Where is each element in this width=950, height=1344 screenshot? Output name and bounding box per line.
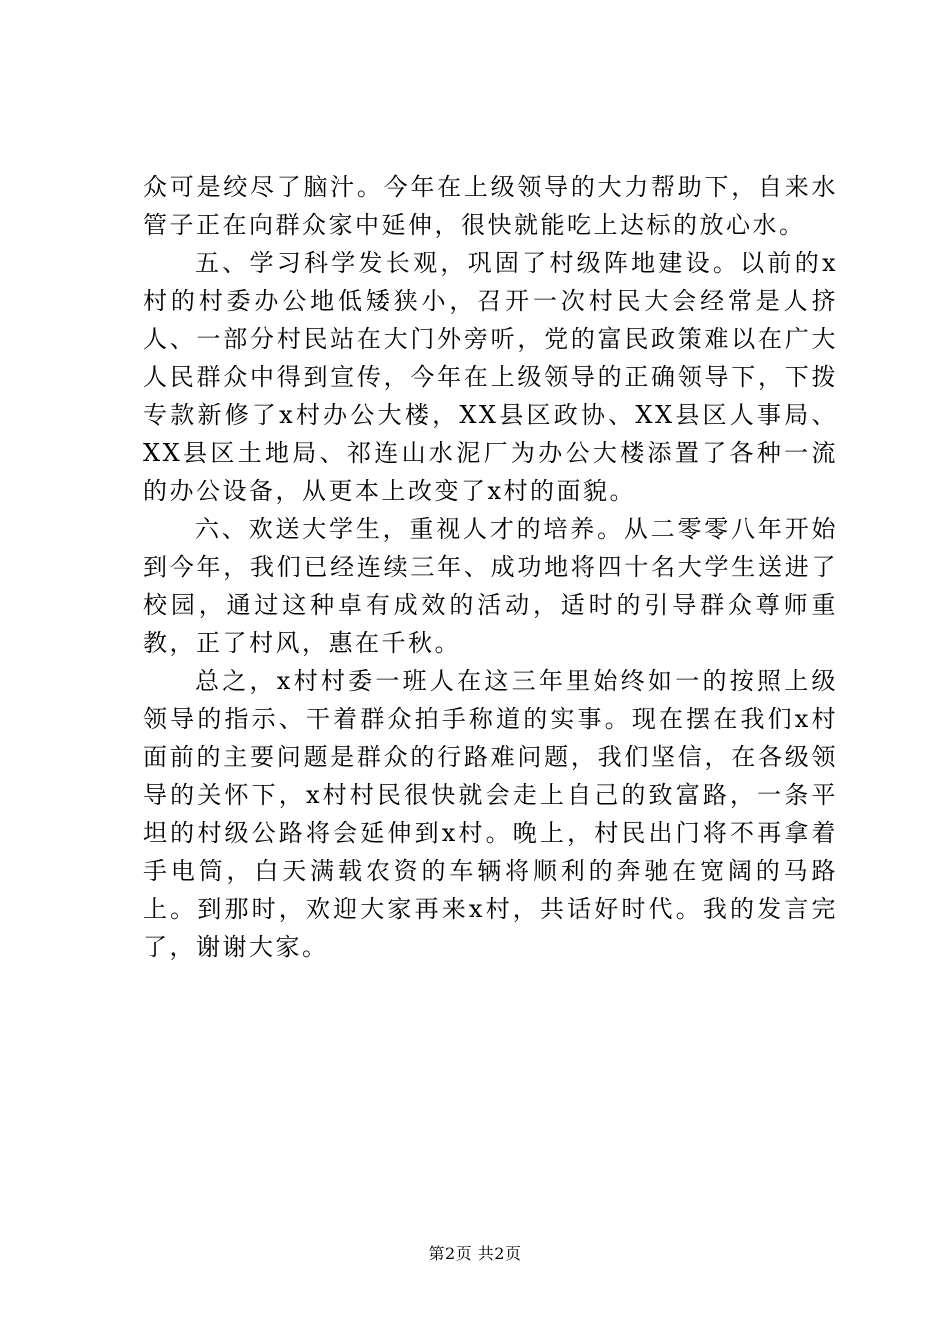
document-body (143, 168, 838, 966)
paragraph-section-five: 五、学习科学发长观，巩固了村级阵地建设。以前的x村的村委办公地低矮狭小，召开一次村民大会经常是人挤人、一部分村民站在大门外旁听，党的富民政策难以在广大人民群众中得到宣传，今年在上级领导的正确领导下，下拨专款新修了x村办公大楼，XX县区政协、XX县区人事局、XX县区土地局、祁连山水泥厂为办公大楼添置了各种一流的办公设备，从更本上改变了x村的面貌。 (143, 249, 838, 505)
page-number-footer: 第2页 共2页 (428, 1244, 522, 1263)
paragraph-conclusion: 总之，x村村委一班人在这三年里始终如一的按照上级领导的指示、干着群众拍手称道的实事。现在摆在我们x村面前的主要问题是群众的行路难问题，我们坚信，在各级领导的关怀下，x村村民很快就会走上自己的致富路，一条平坦的村级公路将会延伸到x村。晚上，村民出门将不再拿着手电筒，白天满载农资的车辆将顺利的奔驰在宽阔的马路上。到那时，欢迎大家再来x村，共话好时代。我的发言完了，谢谢大家。 (143, 667, 838, 961)
paragraph-section-six: 六、欢送大学生，重视人才的培养。从二零零八年开始到今年，我们已经连续三年、成功地将四十名大学生送进了校园，通过这种卓有成效的活动，适时的引导群众尊师重教，正了村风，惠在千秋。 (143, 515, 838, 657)
paragraph-continuation: 众可是绞尽了脑汁。今年在上级领导的大力帮助下，自来水管子正在向群众家中延伸，很快就能吃上达标的放心水。 (143, 173, 838, 239)
